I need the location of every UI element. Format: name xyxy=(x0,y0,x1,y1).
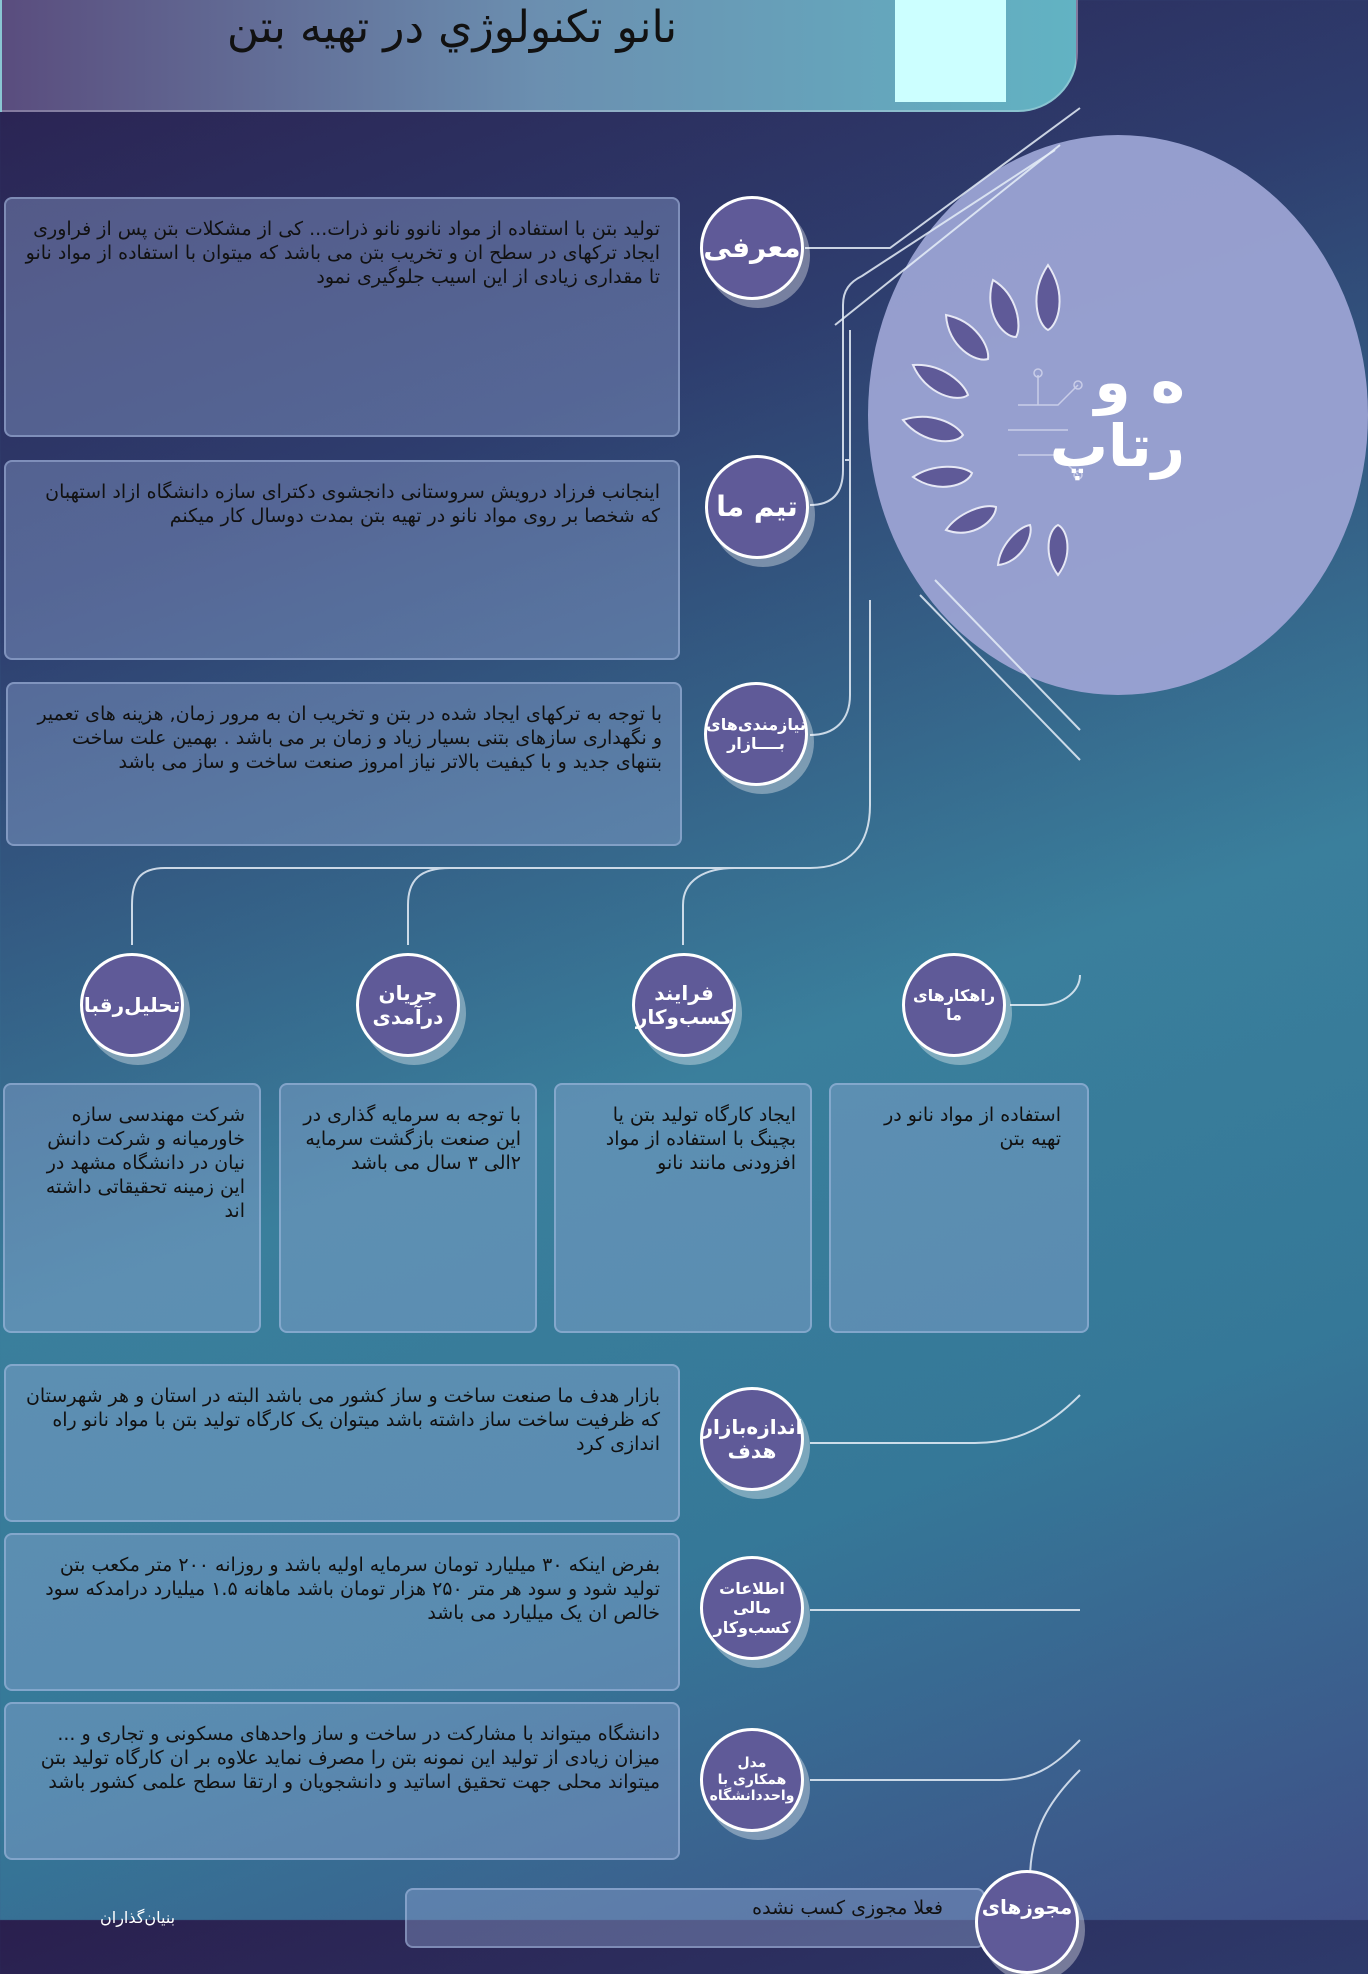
brand-text-line2: رتاپ xyxy=(1049,412,1185,480)
team-text: اینجانب فرزاد درویش سروستانی دانجشوی دکترای سازه دانشگاه ازاد استهبان که شخصا بر روی مواد نانو در تهیه بتن بمدت دوسال کار میکنم xyxy=(45,481,660,527)
needs-card xyxy=(6,682,682,846)
licenses-circle[interactable] xyxy=(975,1870,1079,1974)
process-circle[interactable] xyxy=(632,953,736,1057)
market-label: اندازه‌بازار هدف xyxy=(701,1415,803,1463)
competitors-label: تحلیل‌رقبا xyxy=(83,993,181,1017)
intro-card xyxy=(4,197,680,437)
financial-text: بفرض اینکه ۳۰ میلیارد تومان سرمایه اولیه باشد و روزانه ۲۰۰ متر مکعب بتن تولید شود و سود هر متر ۲۵۰ هزار تومان باشد ماهانه ۱.۵ میلیارد درامدکه سود خالص ان یک میلیارد می باشد xyxy=(45,1554,660,1624)
brand-text-line1: ه و xyxy=(1094,348,1185,416)
revenue-card xyxy=(279,1083,537,1333)
solutions-text: استفاده از مواد نانو در تهیه بتن xyxy=(884,1104,1061,1150)
licenses-card xyxy=(405,1888,985,1948)
needs-label: نیازمندی‌های بــــازار xyxy=(706,714,806,753)
market-card xyxy=(4,1364,680,1522)
cooperation-circle[interactable] xyxy=(700,1728,804,1832)
intro-label: معرفی xyxy=(703,231,801,265)
solutions-label: راهکارهای ما xyxy=(912,985,996,1024)
licenses-label: مجوزهای xyxy=(981,1895,1073,1919)
process-text: ایجاد کارگاه تولید بتن یا بچینگ با استفاده از مواد افزودنی مانند نانو xyxy=(605,1104,796,1174)
revenue-circle[interactable] xyxy=(356,953,460,1057)
revenue-label: جریان درآمدی xyxy=(372,981,444,1029)
market-text: بازار هدف ما صنعت ساخت و ساز کشور می باشد البته در استان و هر شهرستان که ظرفیت ساخت ساز داشته باشد میتوان یک کارگاه تولید بتن با مواد نانو راه اندازی کرد xyxy=(25,1385,660,1455)
solutions-card xyxy=(829,1083,1089,1333)
competitors-circle[interactable] xyxy=(80,953,184,1057)
competitors-card xyxy=(3,1083,261,1333)
revenue-text: با توجه به سرمایه گذاری در این صنعت بازگشت سرمایه ۲الی ۳ سال می باشد xyxy=(303,1104,521,1174)
intro-circle[interactable] xyxy=(700,196,804,300)
competitors-text: شرکت مهندسی سازه خاورمیانه و شرکت دانش نیان در دانشگاه مشهد در این زمینه تحقیقاتی داشته اند xyxy=(45,1104,245,1222)
needs-circle[interactable] xyxy=(704,682,808,786)
financial-label: اطلاعات مالی کسب‌وکار xyxy=(713,1579,791,1637)
cooperation-card xyxy=(4,1702,680,1860)
team-label: تیم ما xyxy=(716,490,798,524)
cooperation-text: دانشگاه میتواند با مشارکت در ساخت و ساز واحدهای مسکونی و تجاری و ... میزان زیادی از تولید این نمونه بتن را مصرف نماید علاوه بر ان کارگاه تولید بتن میتواند محلی جهت تحقیق اساتید و دانشجویان و ارتقا سطح علمی کشور باشد xyxy=(40,1723,660,1793)
market-circle[interactable] xyxy=(700,1387,804,1491)
team-card xyxy=(4,460,680,660)
founders-label: بنیان‌گذاران xyxy=(100,1908,176,1927)
financial-circle[interactable] xyxy=(700,1556,804,1660)
process-label: فرایند کسب‌وکار xyxy=(635,981,733,1029)
financial-card xyxy=(4,1533,680,1691)
cooperation-label: مدل همکاری با واحددانشگاه xyxy=(709,1754,795,1805)
process-card xyxy=(554,1083,812,1333)
licenses-text: فعلا مجوزی کسب نشده xyxy=(752,1897,943,1919)
intro-text: تولید بتن با استفاده از مواد نانوو نانو ذرات... کی از مشکلات بتن پس از فراوری ایجاد ترکهای در سطح ان و تخریب بتن می باشد که میتوان با استفاده از مواد نانو تا مقداری زیادی از این اسیب جلوگیری نمود xyxy=(25,218,660,288)
solutions-circle[interactable] xyxy=(902,953,1006,1057)
page-title: نانو تکنولوژي در تهيه بتن xyxy=(226,2,678,53)
needs-text: با توجه به ترکهای ایجاد شده در بتن و تخریب ان به مرور زمان, هزینه های تعمیر و نگهداری سازهای بتنی بسیار زیاد و زمان بر می باشد . بهمین علت ساخت بتنهای جدید و با کیفیت بالاتر نیاز امروز صنعت ساخت و ساز می باشد xyxy=(37,703,662,773)
team-circle[interactable] xyxy=(705,455,809,559)
